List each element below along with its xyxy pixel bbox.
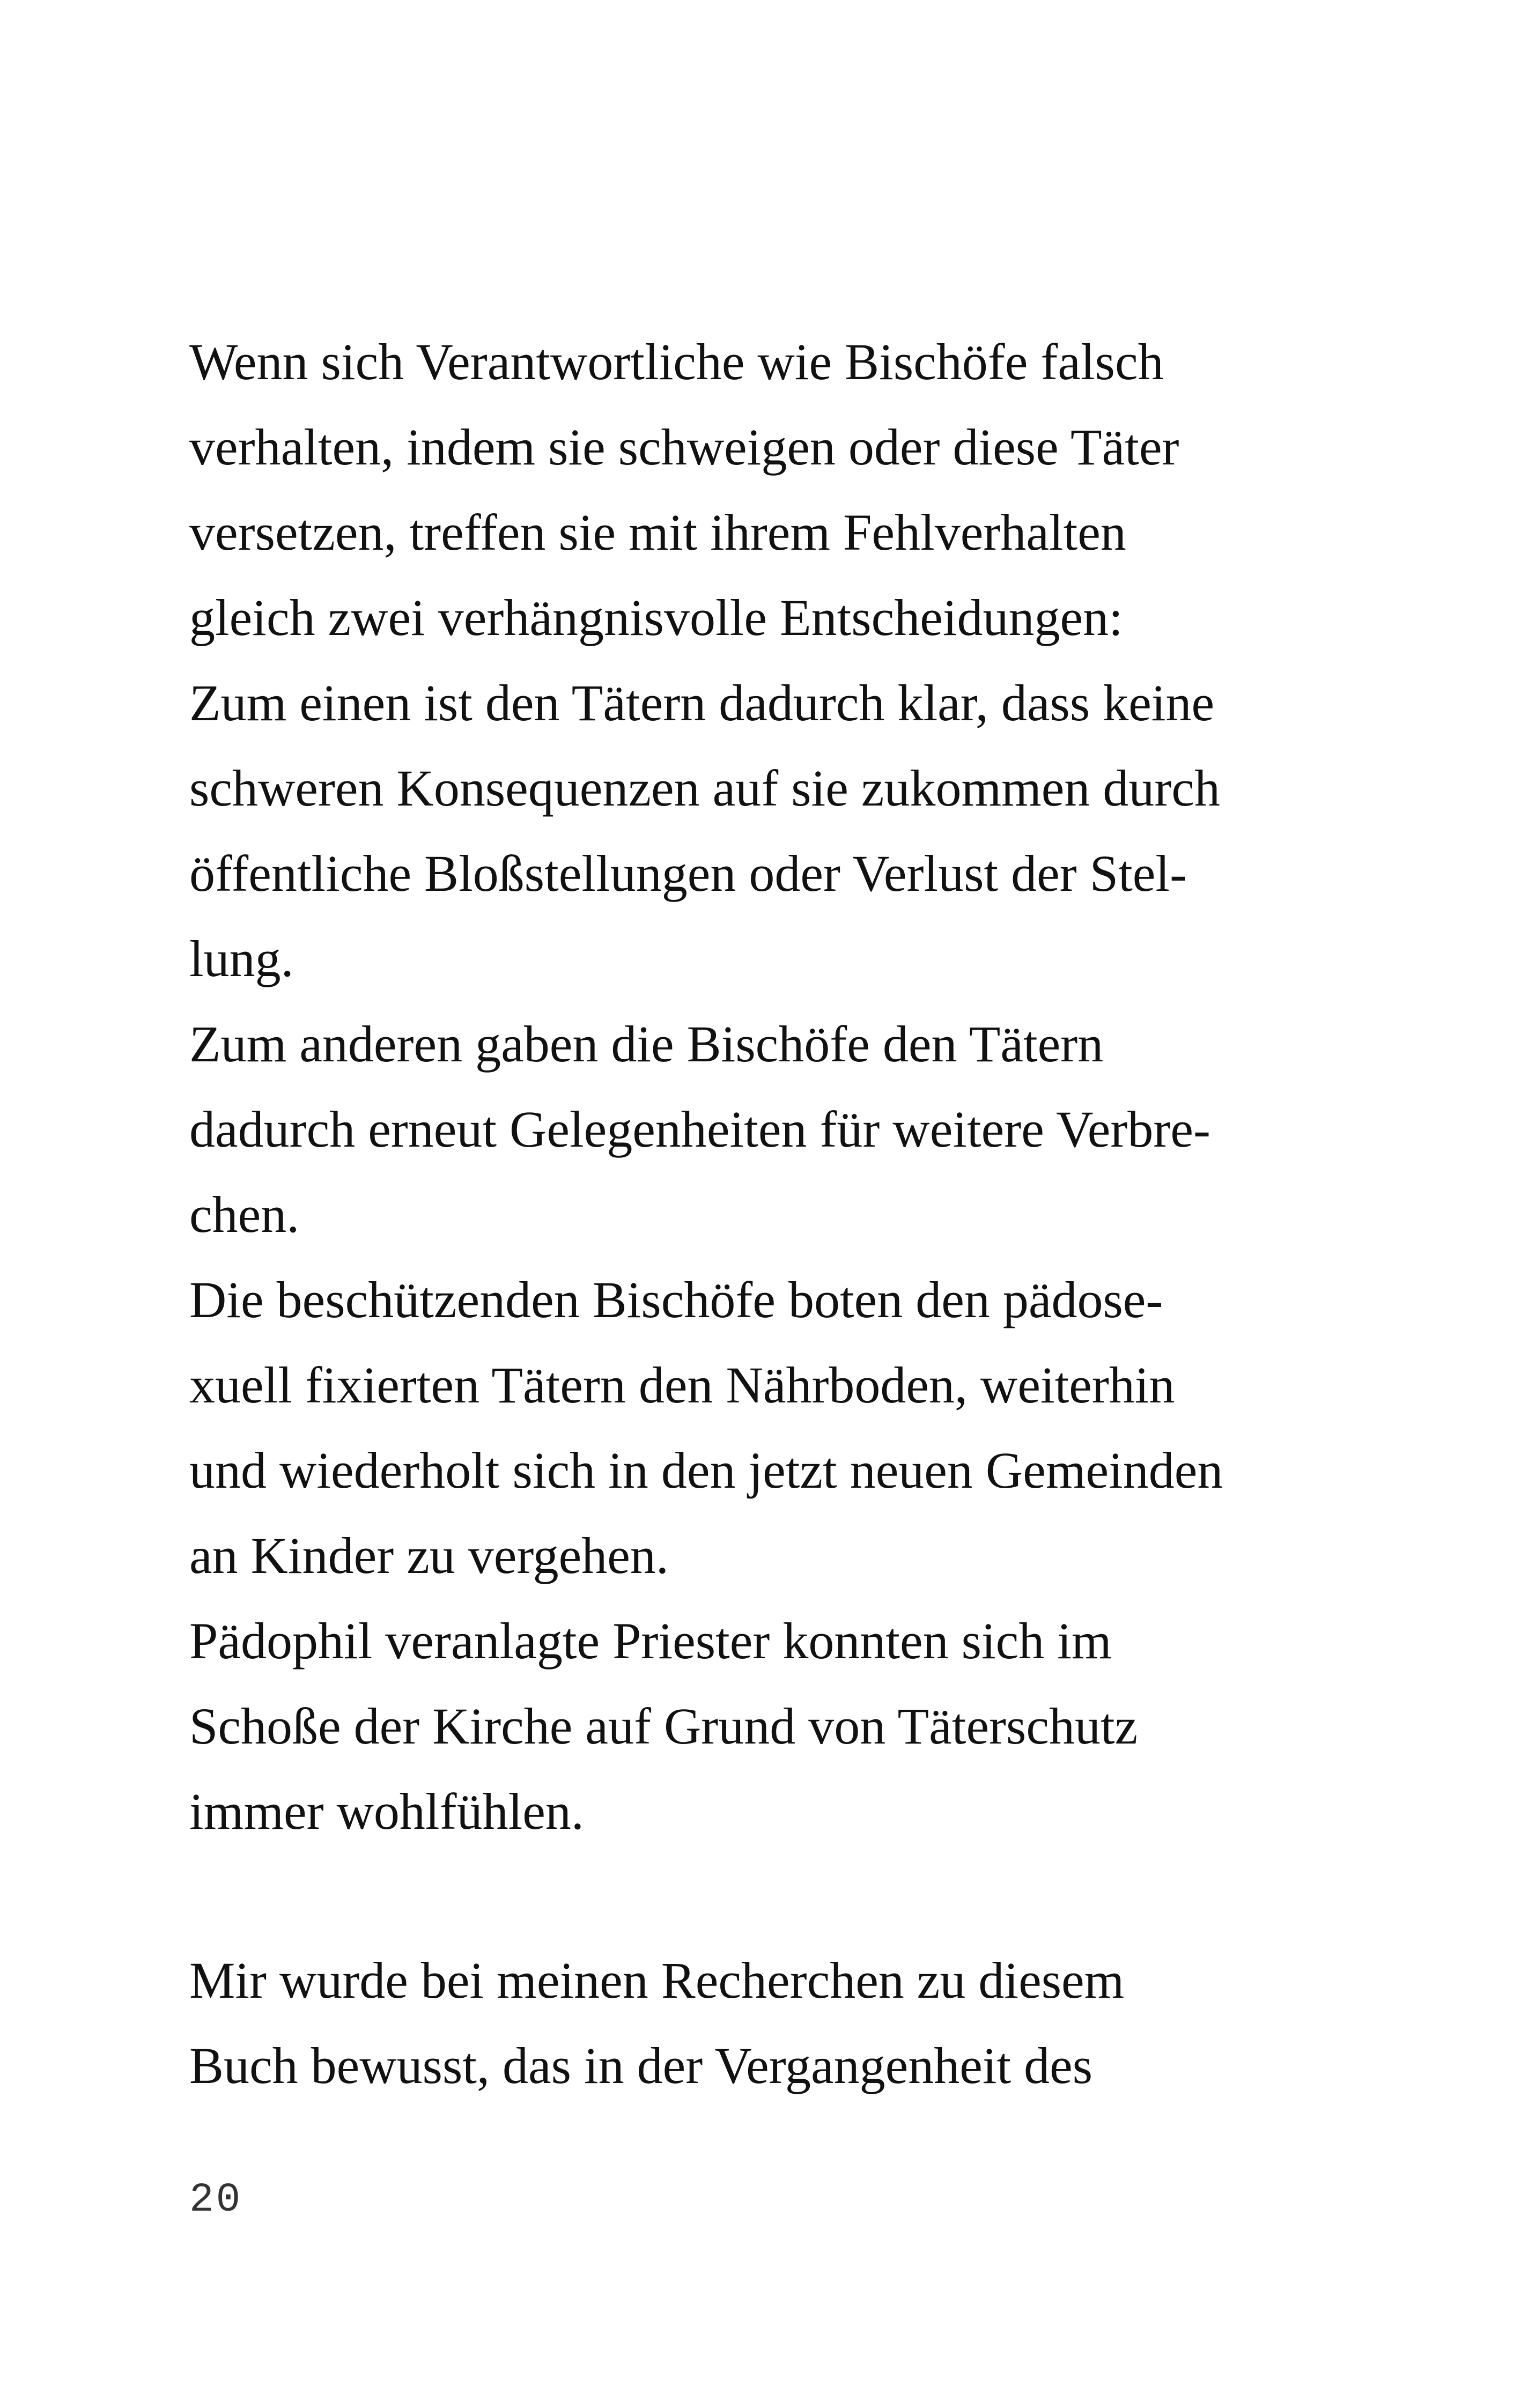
body-text-block-1 <box>189 319 1348 1854</box>
text-line: Pädophil veranlagte Priester konnten sich im <box>189 1612 1112 1670</box>
text-line: chen. <box>189 1186 300 1243</box>
text-line: xuell fixierten Tätern den Nährboden, weiterhin <box>189 1356 1175 1414</box>
text-line: Mir wurde bei meinen Recherchen zu diesem <box>189 1952 1125 2009</box>
text-line: gleich zwei verhängnisvolle Entscheidungen: <box>189 589 1123 646</box>
text-line: immer wohlfühlen. <box>189 1783 584 1840</box>
text-line: lung. <box>189 930 294 987</box>
text-line: Zum anderen gaben die Bischöfe den Tätern <box>189 1015 1104 1073</box>
body-text-block-2 <box>189 1938 1348 2108</box>
text-line: verhalten, indem sie schweigen oder diese Täter <box>189 418 1179 476</box>
text-line: Zum einen ist den Tätern dadurch klar, dass keine <box>189 674 1215 732</box>
text-line: öffentliche Bloßstellungen oder Verlust der Stel- <box>189 845 1187 902</box>
text-line: Buch bewusst, das in der Vergangenheit des <box>189 2037 1093 2094</box>
text-line: und wiederholt sich in den jetzt neuen Gemeinden <box>189 1442 1223 1499</box>
text-line: Schoße der Kirche auf Grund von Täterschutz <box>189 1697 1138 1755</box>
text-line: dadurch erneut Gelegenheiten für weitere Verbre- <box>189 1100 1210 1158</box>
text-line: Wenn sich Verantwortliche wie Bischöfe falsch <box>189 333 1164 390</box>
text-line: Die beschützenden Bischöfe boten den pädose- <box>189 1271 1163 1328</box>
page-number: 20 <box>189 2177 243 2223</box>
text-line: an Kinder zu vergehen. <box>189 1527 669 1584</box>
text-line: versetzen, treffen sie mit ihrem Fehlverhalten <box>189 504 1126 561</box>
text-line: schweren Konsequenzen auf sie zukommen durch <box>189 759 1220 817</box>
